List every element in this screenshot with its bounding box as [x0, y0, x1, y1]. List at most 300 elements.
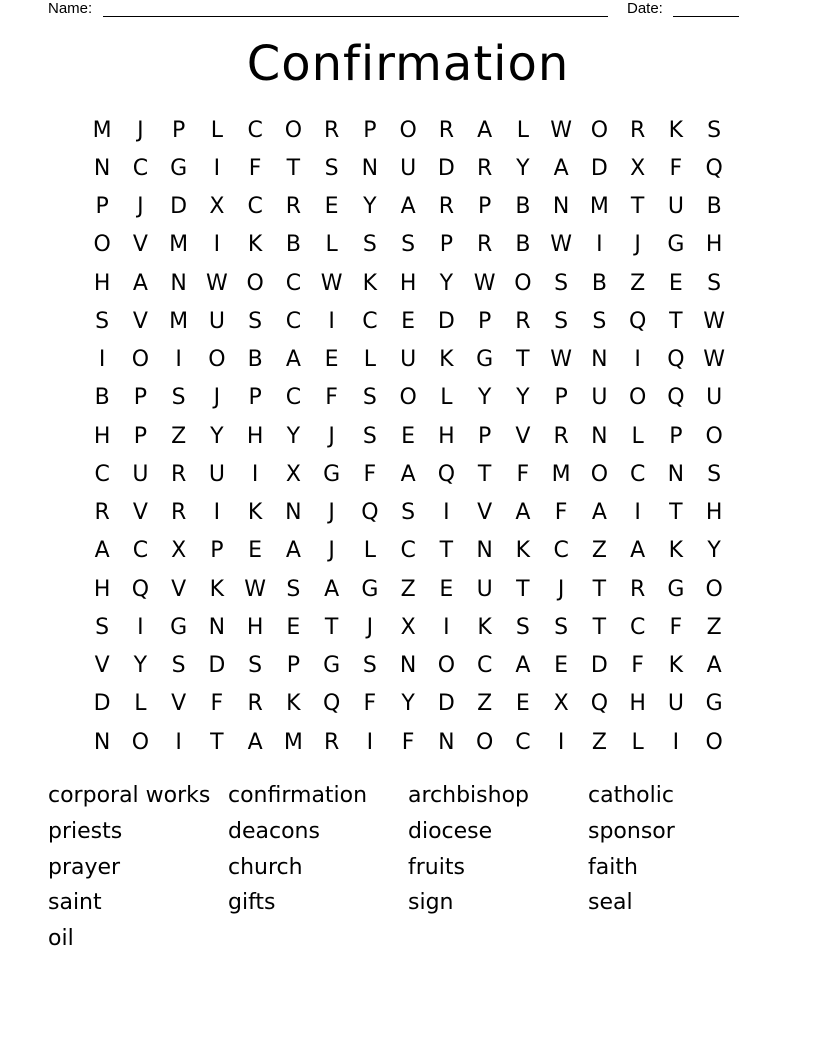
grid-letter: N	[361, 155, 379, 181]
grid-letter: G	[667, 232, 685, 258]
grid-letter: D	[437, 308, 455, 334]
grid-letter: W	[703, 347, 725, 373]
grid-letter: B	[591, 270, 607, 296]
grid-letter: G	[476, 347, 494, 373]
grid-letter: O	[246, 270, 264, 296]
grid-letter: G	[323, 461, 341, 487]
grid-letter: C	[629, 461, 646, 487]
grid-letter: S	[554, 270, 569, 296]
grid-letter: V	[132, 500, 148, 526]
grid-letter: S	[707, 270, 722, 296]
grid-letter: I	[634, 347, 641, 373]
grid-letter: L	[631, 729, 644, 755]
grid-letter: R	[323, 729, 340, 755]
grid-letter: O	[628, 385, 647, 411]
grid-letter: O	[705, 423, 723, 449]
grid-letter: E	[248, 538, 263, 564]
grid-letter: W	[703, 308, 725, 334]
grid-letter: Y	[210, 423, 224, 449]
grid-letter: S	[515, 614, 530, 640]
grid-letter: O	[437, 653, 456, 679]
grid-letter: P	[133, 385, 148, 411]
grid-letter: O	[514, 270, 532, 296]
grid-letter: I	[98, 347, 106, 373]
grid-letter: H	[93, 576, 111, 602]
grid-letter: L	[516, 117, 529, 143]
grid-letter: X	[553, 691, 569, 717]
grid-letter: C	[515, 729, 531, 755]
grid-letter: C	[553, 538, 569, 564]
worksheet-header	[0, 0, 816, 18]
grid-letter: L	[631, 423, 644, 449]
grid-letter: C	[476, 653, 493, 679]
grid-letter: K	[362, 270, 378, 296]
grid-letter: R	[170, 461, 187, 487]
grid-letter: P	[439, 232, 454, 258]
grid-letter: K	[209, 576, 225, 602]
grid-letter: P	[286, 653, 301, 679]
grid-letter: O	[705, 576, 723, 602]
grid-letter: M	[551, 461, 571, 487]
grid-letter: N	[93, 729, 111, 755]
grid-letter: Y	[133, 653, 148, 679]
grid-letter: J	[328, 500, 335, 526]
grid-letter: J	[328, 538, 335, 564]
grid-letter: C	[400, 538, 416, 564]
grid-letter: T	[477, 461, 492, 487]
grid-letter: S	[554, 614, 569, 640]
grid-letter: R	[438, 194, 455, 220]
grid-letter: H	[93, 270, 111, 296]
grid-letter: U	[132, 461, 149, 487]
grid-letter: O	[475, 729, 494, 755]
grid-letter: W	[244, 576, 266, 602]
grid-letter: I	[557, 729, 565, 755]
grid-letter: D	[590, 155, 608, 181]
grid-letter: X	[630, 155, 646, 181]
grid-letter: N	[591, 347, 608, 373]
grid-letter: G	[361, 576, 379, 602]
grid-letter: M	[169, 308, 189, 334]
grid-letter: S	[286, 576, 301, 602]
grid-letter: A	[515, 653, 531, 679]
grid-letter: F	[248, 155, 262, 181]
grid-letter: Q	[322, 691, 341, 717]
grid-letter: F	[516, 461, 530, 487]
grid-letter: H	[705, 232, 723, 258]
grid-letter: D	[93, 691, 111, 717]
word-bank-item: archbishop	[408, 783, 529, 808]
grid-letter: R	[247, 691, 263, 717]
grid-letter: A	[515, 500, 531, 526]
grid-letter: R	[476, 155, 493, 181]
grid-letter: N	[552, 194, 570, 220]
word-bank-item: prayer	[48, 854, 121, 880]
name-blank-line	[103, 16, 608, 17]
grid-letter: Z	[400, 576, 416, 602]
grid-letter: O	[208, 347, 226, 373]
grid-letter: Q	[590, 691, 609, 717]
grid-letter: B	[247, 347, 263, 373]
grid-letter: V	[132, 232, 148, 258]
grid-letter: E	[554, 653, 569, 679]
grid-letter: L	[363, 538, 376, 564]
grid-letter: C	[247, 194, 263, 220]
grid-letter: X	[285, 461, 301, 487]
grid-letter: N	[438, 729, 455, 755]
grid-letter: E	[324, 347, 339, 373]
grid-letter: W	[473, 270, 496, 296]
grid-letter: B	[515, 232, 531, 258]
grid-letter: I	[137, 614, 144, 640]
grid-letter: K	[477, 614, 492, 640]
word-bank-item: seal	[588, 890, 633, 916]
grid-letter: D	[170, 194, 188, 220]
word-bank-item: fruits	[408, 854, 465, 880]
grid-letter: U	[400, 347, 417, 373]
grid-letter: Q	[628, 308, 647, 334]
grid-letter: S	[248, 653, 263, 679]
grid-letter: U	[667, 194, 684, 220]
grid-letter: V	[171, 691, 187, 717]
grid-letter: F	[669, 155, 683, 181]
grid-letter: L	[134, 691, 147, 717]
grid-letter: Q	[437, 461, 456, 487]
grid-letter: Y	[286, 423, 301, 449]
grid-letter: B	[94, 385, 110, 411]
grid-letter: D	[590, 653, 608, 679]
grid-letter: H	[399, 270, 417, 296]
grid-letter: I	[596, 232, 603, 258]
word-bank-item: gifts	[228, 890, 276, 916]
grid-letter: P	[554, 385, 568, 411]
grid-letter: R	[629, 117, 646, 143]
grid-letter: Y	[439, 270, 454, 296]
grid-letter: V	[515, 423, 531, 449]
grid-letter: A	[477, 117, 493, 143]
grid-letter: K	[668, 117, 684, 143]
grid-letter: C	[132, 155, 149, 181]
grid-letter: N	[399, 653, 417, 679]
grid-letter: K	[247, 232, 263, 258]
grid-letter: S	[324, 155, 339, 181]
grid-letter: I	[175, 347, 182, 373]
grid-letter: S	[401, 500, 416, 526]
grid-letter: E	[286, 614, 301, 640]
grid-letter: W	[550, 347, 572, 373]
grid-letter: B	[515, 194, 531, 220]
grid-letter: U	[476, 576, 493, 602]
grid-letter: M	[283, 729, 303, 755]
grid-letter: P	[669, 423, 683, 449]
grid-letter: E	[401, 423, 416, 449]
grid-letter: I	[213, 232, 221, 258]
grid-letter: I	[443, 614, 450, 640]
grid-letter: S	[171, 653, 186, 679]
grid-letter: W	[205, 270, 228, 296]
grid-letter: Z	[591, 729, 607, 755]
grid-letter: N	[170, 270, 187, 296]
grid-letter: E	[515, 691, 530, 717]
word-bank-item: sponsor	[588, 818, 675, 844]
grid-letter: P	[477, 423, 492, 449]
grid-letter: F	[669, 614, 683, 640]
grid-letter: R	[94, 500, 110, 526]
grid-letter: R	[476, 232, 493, 258]
grid-letter: L	[440, 385, 453, 411]
grid-letter: N	[208, 614, 226, 640]
grid-letter: U	[208, 461, 225, 487]
grid-letter: P	[171, 117, 186, 143]
grid-letter: K	[247, 500, 263, 526]
grid-letter: I	[213, 155, 221, 181]
grid-letter: H	[438, 423, 455, 449]
date-blank-line	[673, 16, 739, 17]
grid-letter: W	[550, 232, 572, 258]
grid-letter: E	[401, 308, 416, 334]
grid-letter: J	[634, 232, 641, 258]
grid-letter: O	[399, 385, 417, 411]
grid-letter: A	[706, 653, 722, 679]
grid-letter: A	[324, 576, 340, 602]
grid-letter: T	[669, 308, 683, 334]
grid-letter: M	[169, 232, 189, 258]
grid-letter: D	[437, 155, 455, 181]
grid-letter: G	[323, 653, 341, 679]
grid-letter: K	[515, 538, 531, 564]
grid-letter: M	[589, 194, 609, 220]
word-bank-item: corporal works	[48, 783, 211, 808]
grid-letter: Y	[363, 194, 377, 220]
grid-letter: D	[437, 691, 455, 717]
grid-letter: S	[95, 614, 110, 640]
grid-letter: P	[363, 117, 377, 143]
grid-letter: J	[137, 194, 144, 220]
grid-letter: U	[208, 308, 225, 334]
grid-letter: W	[320, 270, 343, 296]
grid-letter: T	[669, 500, 683, 526]
grid-letter: G	[170, 155, 188, 181]
grid-letter: V	[477, 500, 493, 526]
name-label: Name:	[48, 0, 93, 17]
grid-letter: A	[553, 155, 569, 181]
word-bank-item: diocese	[408, 818, 493, 844]
grid-letter: O	[705, 729, 723, 755]
grid-letter: F	[325, 385, 338, 411]
grid-letter: S	[592, 308, 607, 334]
grid-letter: O	[131, 347, 150, 373]
grid-letter: Q	[131, 576, 150, 602]
grid-letter: Z	[171, 423, 187, 449]
grid-letter: X	[171, 538, 187, 564]
grid-letter: L	[325, 232, 338, 258]
grid-letter: T	[592, 576, 607, 602]
grid-letter: R	[323, 117, 340, 143]
word-bank	[48, 780, 768, 959]
grid-letter: O	[399, 117, 417, 143]
grid-letter: E	[439, 576, 454, 602]
grid-letter: N	[93, 155, 111, 181]
grid-letter: Q	[705, 155, 723, 181]
grid-letter: T	[210, 729, 224, 755]
word-bank-item: confirmation	[228, 783, 368, 808]
grid-letter: P	[133, 423, 148, 449]
grid-letter: F	[210, 691, 224, 717]
grid-letter: C	[285, 385, 302, 411]
grid-letter: E	[668, 270, 683, 296]
grid-letter: S	[401, 232, 416, 258]
grid-letter: E	[324, 194, 339, 220]
grid-letter: H	[705, 500, 723, 526]
grid-letter: A	[285, 538, 301, 564]
grid-letter: B	[706, 194, 722, 220]
grid-letter: A	[132, 270, 148, 296]
grid-letter: X	[209, 194, 225, 220]
grid-letter: O	[284, 117, 303, 143]
grid-letter: C	[362, 308, 378, 334]
grid-letter: R	[170, 500, 187, 526]
grid-letter: J	[213, 385, 221, 411]
grid-letter: S	[171, 385, 186, 411]
grid-letter: T	[630, 194, 645, 220]
grid-letter: O	[93, 232, 111, 258]
grid-letter: S	[707, 117, 722, 143]
word-bank-item: oil	[48, 926, 74, 952]
grid-letter: T	[516, 347, 530, 373]
grid-letter: Y	[477, 385, 492, 411]
grid-letter: R	[438, 117, 455, 143]
grid-letter: T	[324, 614, 339, 640]
date-label: Date:	[627, 0, 663, 17]
grid-letter: G	[667, 576, 685, 602]
grid-letter: H	[93, 423, 111, 449]
grid-letter: I	[213, 500, 221, 526]
word-bank-item: deacons	[228, 818, 320, 844]
grid-letter: L	[210, 117, 223, 143]
grid-letter: O	[131, 729, 150, 755]
grid-letter: A	[591, 500, 607, 526]
grid-letter: F	[401, 729, 415, 755]
grid-letter: Q	[667, 347, 685, 373]
grid-letter: Y	[707, 538, 721, 564]
grid-letter: L	[363, 347, 376, 373]
grid-letter: N	[285, 500, 302, 526]
grid-letter: T	[286, 155, 301, 181]
grid-letter: Y	[516, 385, 530, 411]
grid-letter: I	[175, 729, 182, 755]
grid-letter: M	[92, 117, 112, 143]
grid-letter: C	[247, 117, 263, 143]
grid-letter: K	[668, 653, 684, 679]
grid-letter: N	[591, 423, 608, 449]
grid-letter: Z	[591, 538, 607, 564]
grid-letter: H	[629, 691, 646, 717]
word-bank-item: church	[228, 854, 303, 880]
grid-letter: Z	[477, 691, 493, 717]
word-bank-item: sign	[408, 890, 454, 916]
grid-letter: S	[95, 308, 110, 334]
grid-letter: P	[248, 385, 262, 411]
grid-letter: T	[516, 576, 530, 602]
grid-letter: I	[634, 500, 641, 526]
page-title: Confirmation	[246, 36, 570, 92]
word-search-grid	[83, 111, 733, 761]
grid-letter: P	[210, 538, 224, 564]
grid-letter: A	[94, 538, 110, 564]
grid-letter: A	[400, 461, 416, 487]
grid-letter: D	[208, 653, 226, 679]
grid-letter: R	[515, 308, 531, 334]
grid-letter: U	[591, 385, 608, 411]
grid-letter: Q	[361, 500, 379, 526]
grid-letter: K	[668, 538, 684, 564]
grid-letter: V	[94, 653, 110, 679]
grid-letter: R	[553, 423, 569, 449]
grid-letter: K	[439, 347, 454, 373]
grid-letter: J	[328, 423, 335, 449]
grid-letter: J	[557, 576, 565, 602]
word-bank-item: saint	[48, 890, 102, 916]
grid-letter: N	[667, 461, 685, 487]
grid-letter: Q	[667, 385, 685, 411]
grid-letter: A	[247, 729, 263, 755]
grid-letter: T	[592, 614, 607, 640]
grid-letter: K	[286, 691, 301, 717]
grid-letter: W	[550, 117, 572, 143]
grid-letter: O	[590, 117, 609, 143]
grid-letter: F	[554, 500, 568, 526]
grid-letter: I	[366, 729, 374, 755]
grid-letter: U	[706, 385, 723, 411]
grid-letter: S	[362, 232, 377, 258]
grid-letter: A	[630, 538, 646, 564]
word-bank-item: faith	[588, 854, 638, 880]
grid-letter: I	[251, 461, 259, 487]
grid-letter: Z	[706, 614, 722, 640]
grid-letter: N	[476, 538, 493, 564]
grid-letter: O	[590, 461, 609, 487]
grid-letter: V	[171, 576, 187, 602]
grid-letter: U	[400, 155, 417, 181]
grid-letter: S	[707, 461, 722, 487]
grid-letter: C	[285, 270, 302, 296]
grid-letter: U	[667, 691, 684, 717]
grid-letter: F	[363, 461, 377, 487]
grid-letter: J	[366, 614, 374, 640]
grid-letter: H	[246, 423, 264, 449]
grid-letter: Y	[401, 691, 415, 717]
grid-letter: S	[362, 653, 377, 679]
grid-letter: F	[363, 691, 377, 717]
grid-letter: P	[477, 308, 492, 334]
grid-letter: P	[477, 194, 492, 220]
grid-letter: I	[443, 500, 450, 526]
grid-letter: G	[705, 691, 723, 717]
grid-letter: T	[439, 538, 454, 564]
grid-letter: I	[672, 729, 680, 755]
grid-letter: P	[95, 194, 109, 220]
grid-letter: H	[246, 614, 264, 640]
grid-letter: C	[285, 308, 302, 334]
word-bank-item: priests	[48, 818, 123, 844]
grid-letter: S	[362, 385, 377, 411]
word-bank-item: catholic	[588, 783, 674, 808]
grid-letter: C	[94, 461, 110, 487]
grid-letter: B	[285, 232, 301, 258]
grid-letter: G	[170, 614, 188, 640]
grid-letter: S	[248, 308, 263, 334]
grid-letter: X	[400, 614, 416, 640]
